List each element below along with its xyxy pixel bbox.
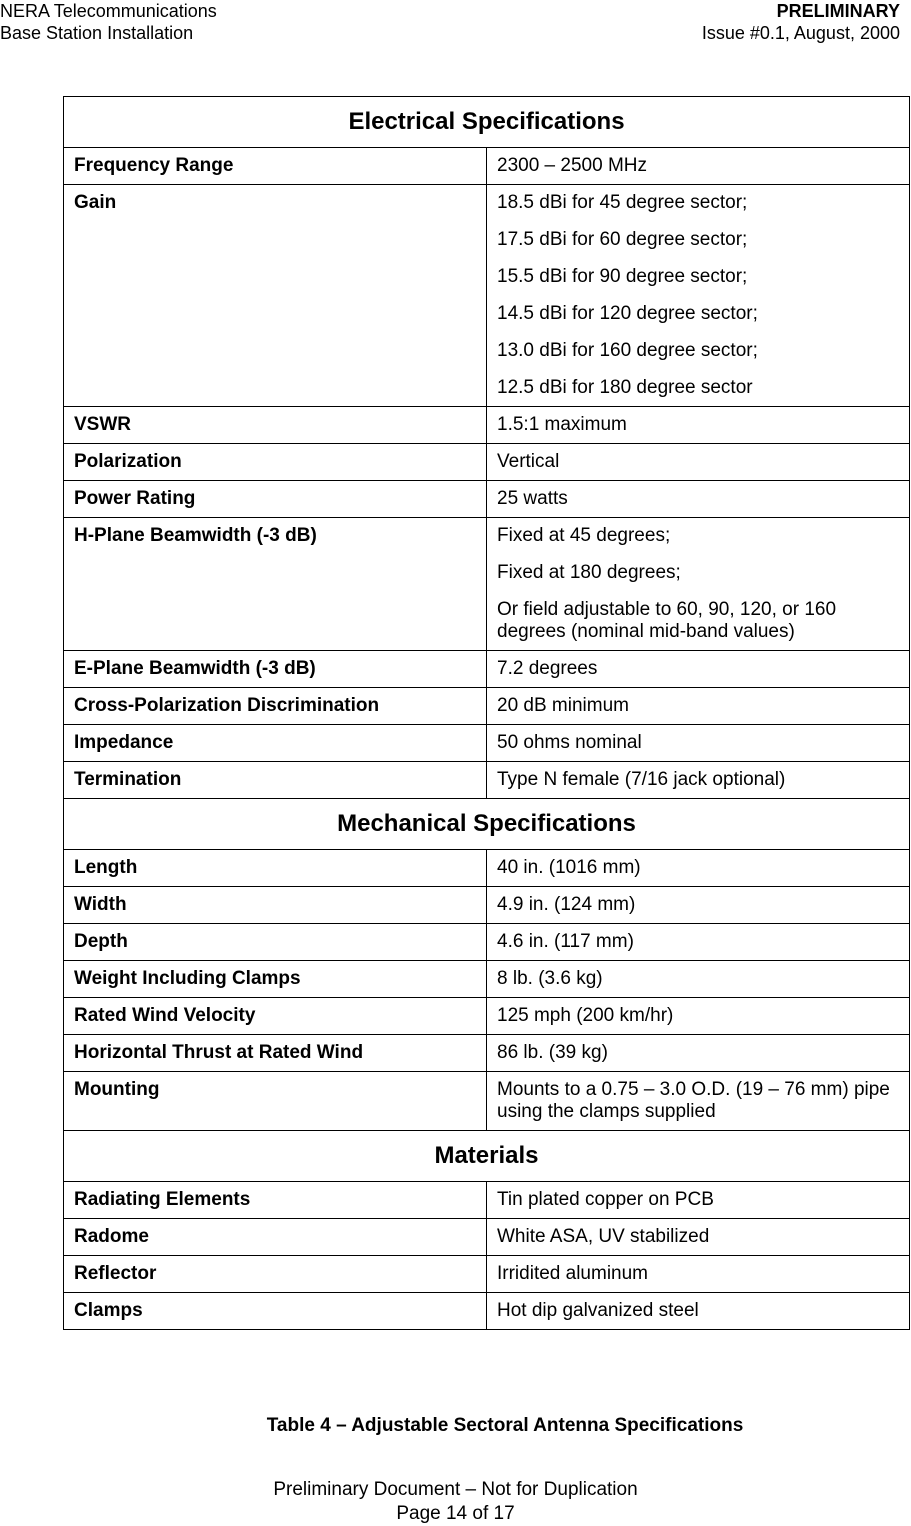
table-row <box>64 850 910 887</box>
spec-value: 2300 – 2500 MHz <box>487 148 910 185</box>
spec-value-line: Or field adjustable to 60, 90, 120, or 160 degrees (nominal mid-band values) <box>497 599 837 642</box>
footer-notice: Preliminary Document – Not for Duplication <box>273 1479 638 1500</box>
spec-label: E-Plane Beamwidth (-3 dB) <box>64 651 487 688</box>
spec-value: 8 lb. (3.6 kg) <box>487 961 910 998</box>
spec-value-line: 12.5 dBi for 180 degree sector <box>497 377 753 398</box>
spec-value-line: 13.0 dBi for 160 degree sector; <box>497 340 758 361</box>
spec-value-line: 17.5 dBi for 60 degree sector; <box>497 229 748 250</box>
spec-label: Length <box>64 850 487 887</box>
table-row <box>64 1256 910 1293</box>
spec-label: Width <box>64 887 487 924</box>
table-row <box>64 651 910 688</box>
table-row <box>64 444 910 481</box>
spec-value <box>487 185 910 407</box>
spec-value: 125 mph (200 km/hr) <box>487 998 910 1035</box>
company-name: NERA Telecommunications <box>0 1 217 21</box>
spec-value: 1.5:1 maximum <box>487 407 910 444</box>
materials-title: Materials <box>64 1131 910 1182</box>
spec-label: Polarization <box>64 444 487 481</box>
spec-label: Depth <box>64 924 487 961</box>
spec-label: H-Plane Beamwidth (-3 dB) <box>64 518 487 651</box>
document-subtitle: Base Station Installation <box>0 23 194 43</box>
spec-value-line: 15.5 dBi for 90 degree sector; <box>497 266 748 287</box>
section-row <box>64 799 910 850</box>
spec-label: Cross-Polarization Discrimination <box>64 688 487 725</box>
table-row <box>64 762 910 799</box>
table-row <box>64 924 910 961</box>
header-right <box>702 0 900 44</box>
spec-value: 50 ohms nominal <box>487 725 910 762</box>
spec-value: 86 lb. (39 kg) <box>487 1035 910 1072</box>
spec-value-line: Fixed at 180 degrees; <box>497 562 681 583</box>
spec-label: Radiating Elements <box>64 1182 487 1219</box>
spec-value: Mounts to a 0.75 – 3.0 O.D. (19 – 76 mm) pipe using the clamps supplied <box>487 1072 910 1131</box>
table-row <box>64 725 910 762</box>
table-row <box>64 407 910 444</box>
spec-label: Reflector <box>64 1256 487 1293</box>
table-row <box>64 1072 910 1131</box>
spec-label: Impedance <box>64 725 487 762</box>
spec-value: Type N female (7/16 jack optional) <box>487 762 910 799</box>
page-footer <box>0 1478 911 1526</box>
spec-label: Power Rating <box>64 481 487 518</box>
spec-table <box>63 96 910 1330</box>
section-row <box>64 1131 910 1182</box>
table-row <box>64 518 910 651</box>
table-row <box>64 185 910 407</box>
electrical-title: Electrical Specifications <box>64 97 910 148</box>
spec-value-line: 14.5 dBi for 120 degree sector; <box>497 303 758 324</box>
table-row <box>64 481 910 518</box>
spec-value: 4.9 in. (124 mm) <box>487 887 910 924</box>
spec-label: Termination <box>64 762 487 799</box>
table-row <box>64 998 910 1035</box>
spec-label: Frequency Range <box>64 148 487 185</box>
section-row <box>64 97 910 148</box>
spec-value: 25 watts <box>487 481 910 518</box>
spec-value: Vertical <box>487 444 910 481</box>
spec-label: Weight Including Clamps <box>64 961 487 998</box>
status-label: PRELIMINARY <box>776 1 900 21</box>
table-row <box>64 688 910 725</box>
table-caption: Table 4 – Adjustable Sectoral Antenna Specifications <box>266 1415 744 1436</box>
spec-label: Gain <box>64 185 487 407</box>
table-row <box>64 887 910 924</box>
spec-value: 40 in. (1016 mm) <box>487 850 910 887</box>
table-row <box>64 1293 910 1330</box>
mechanical-title: Mechanical Specifications <box>64 799 910 850</box>
spec-label: VSWR <box>64 407 487 444</box>
table-row <box>64 148 910 185</box>
page-number: Page 14 of 17 <box>396 1503 515 1524</box>
spec-value: 20 dB minimum <box>487 688 910 725</box>
spec-value: Hot dip galvanized steel <box>487 1293 910 1330</box>
table-row <box>64 961 910 998</box>
spec-label: Clamps <box>64 1293 487 1330</box>
spec-value: 4.6 in. (117 mm) <box>487 924 910 961</box>
spec-label: Mounting <box>64 1072 487 1131</box>
spec-value: Irridited aluminum <box>487 1256 910 1293</box>
table-row <box>64 1219 910 1256</box>
table-row <box>64 1035 910 1072</box>
spec-value: Tin plated copper on PCB <box>487 1182 910 1219</box>
spec-value: White ASA, UV stabilized <box>487 1219 910 1256</box>
spec-value <box>487 518 910 651</box>
spec-value-line: Fixed at 45 degrees; <box>497 525 671 546</box>
spec-label: Horizontal Thrust at Rated Wind <box>64 1035 487 1072</box>
spec-value: 7.2 degrees <box>487 651 910 688</box>
issue-label: Issue #0.1, August, 2000 <box>701 23 900 43</box>
table-row <box>64 1182 910 1219</box>
spec-label: Rated Wind Velocity <box>64 998 487 1035</box>
spec-value-line: 18.5 dBi for 45 degree sector; <box>497 192 748 213</box>
spec-label: Radome <box>64 1219 487 1256</box>
header-left <box>0 0 217 44</box>
